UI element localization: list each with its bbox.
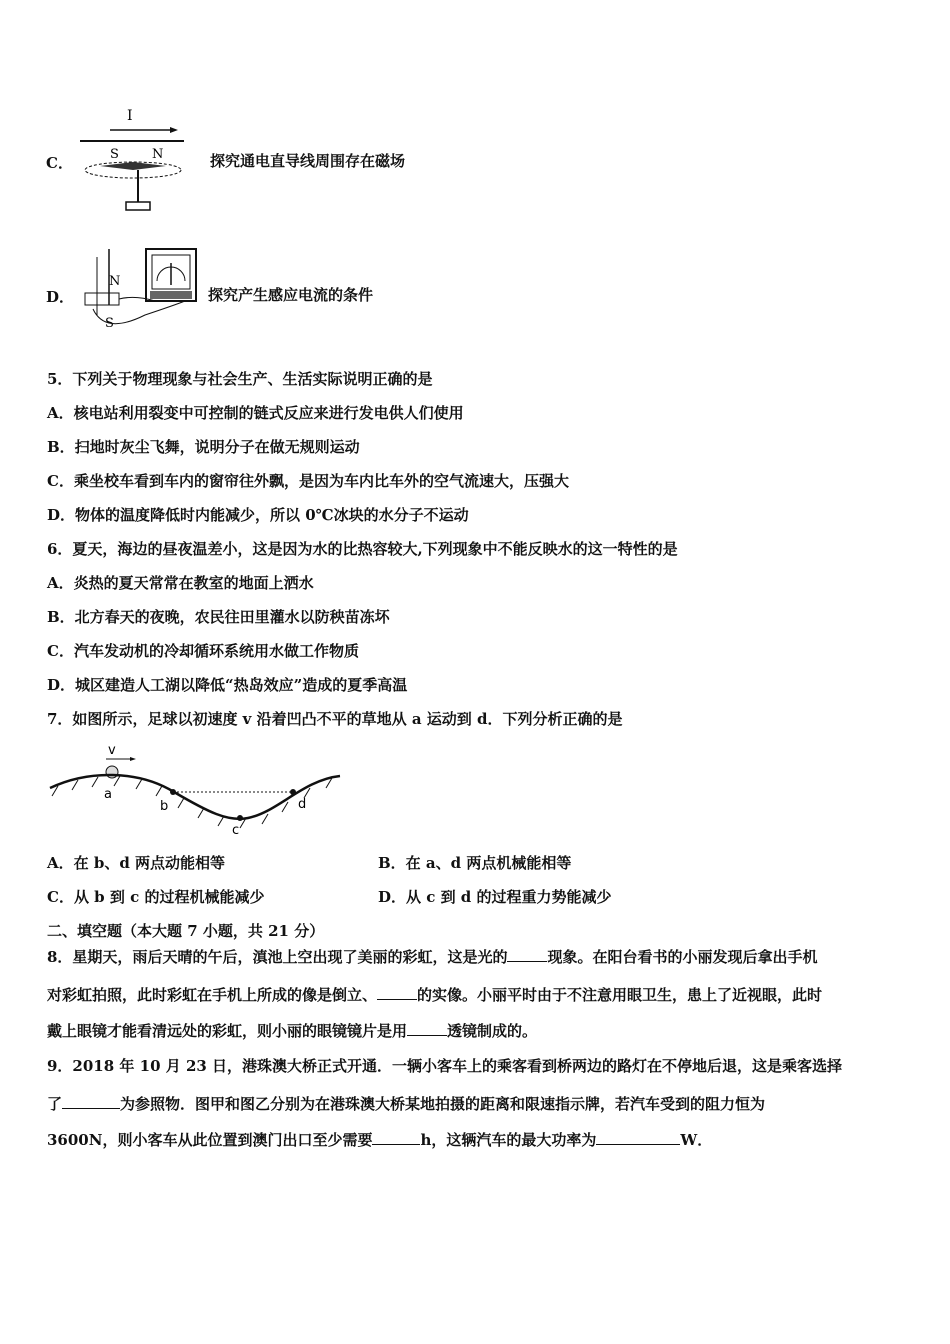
q7-stem: 7．如图所示，足球以初速度 v 沿着凹凸不平的草地从 a 运动到 d．下列分析正确的是 — [47, 710, 623, 728]
q6-option-c: C．汽车发动机的冷却循环系统用水做工作物质 — [47, 642, 359, 660]
q7-option-a: A．在 b、d 两点动能相等 — [47, 854, 226, 872]
option-c-label: C． — [46, 154, 73, 172]
q8-text-2a: 对彩虹拍照，此时彩虹在手机上所成的像是倒立、 — [47, 986, 378, 1004]
q9-blank-1[interactable] — [62, 1094, 120, 1109]
q5-option-d: D．物体的温度降低时内能减少，所以 0℃冰块的水分子不运动 — [47, 506, 469, 524]
compass-n-label: N — [152, 147, 164, 162]
q5-option-c: C．乘坐校车看到车内的窗帘往外飘，是因为车内比车外的空气流速大，压强大 — [47, 472, 569, 490]
q8-text-1a: 8．星期天，雨后天晴的午后，滇池上空出现了美丽的彩虹，这是光的 — [47, 948, 508, 966]
q8-line-3 — [47, 1021, 537, 1041]
q8-text-2b: 的实像。小丽平时由于不注意用眼卫生，患上了近视眼，此时 — [417, 986, 823, 1004]
point-b-label: b — [160, 799, 169, 814]
option-d-text: 探究产生感应电流的条件 — [208, 286, 374, 304]
q8-line-2 — [47, 985, 822, 1005]
q9-blank-2[interactable] — [372, 1130, 420, 1145]
q9-text-2a: 了 — [47, 1095, 63, 1113]
q9-text-3b: h，这辆汽车的最大功率为 — [420, 1131, 597, 1149]
football-terrain-figure — [48, 740, 348, 840]
q9-blank-3[interactable] — [596, 1130, 680, 1145]
q9-line-2 — [47, 1094, 765, 1114]
q5-stem: 5．下列关于物理现象与社会生产、生活实际说明正确的是 — [47, 370, 433, 388]
q8-line-1 — [47, 947, 817, 967]
q9-line-3 — [47, 1130, 712, 1150]
point-c-label: c — [232, 823, 240, 838]
q6-option-b: B．北方春天的夜晚，农民往田里灌水以防秧苗冻坏 — [47, 608, 390, 626]
q9-text-3c: W． — [680, 1131, 713, 1149]
q7-option-d: D．从 c 到 d 的过程重力势能减少 — [378, 888, 612, 906]
compass-s-label: S — [110, 147, 119, 162]
q6-option-a: A．炎热的夏天常常在教室的地面上洒水 — [47, 574, 314, 592]
point-d-label: d — [298, 797, 307, 812]
q9-text-3a: 3600N，则小客车从此位置到澳门出口至少需要 — [47, 1131, 373, 1149]
q8-blank-2[interactable] — [377, 985, 417, 1000]
q6-stem: 6．夏天，海边的昼夜温差小，这是因为水的比热容较大,下列现象中不能反映水的这一特性的是 — [47, 540, 678, 558]
q8-text-3a: 戴上眼镜才能看清远处的彩虹，则小丽的眼镜镜片是用 — [47, 1022, 408, 1040]
q9-text-2b: 为参照物．图甲和图乙分别为在港珠澳大桥某地拍摄的距离和限速指示牌，若汽车受到的阻力恒为 — [120, 1095, 766, 1113]
magnet-n-label: N — [109, 274, 121, 289]
q7-option-b: B．在 a、d 两点机械能相等 — [378, 854, 572, 872]
q8-blank-1[interactable] — [507, 947, 547, 962]
magnet-s-label: S — [105, 316, 114, 331]
option-c-text: 探究通电直导线周围存在磁场 — [210, 152, 406, 170]
q7-option-c: C．从 b 到 c 的过程机械能减少 — [47, 888, 265, 906]
option-d-label: D． — [46, 288, 75, 306]
q5-option-a: A．核电站利用裂变中可控制的链式反应来进行发电供人们使用 — [47, 404, 464, 422]
section-2-title: 二、填空题（本大题 7 小题，共 21 分） — [47, 922, 325, 940]
induction-figure — [75, 245, 205, 340]
current-label: I — [127, 108, 133, 124]
straight-wire-compass-figure — [70, 100, 190, 215]
point-a-label: a — [104, 787, 112, 802]
q9-line-1: 9．2018 年 10 月 23 日，港珠澳大桥正式开通．一辆小客车上的乘客看到桥两边的路灯在不停地后退，这是乘客选择 — [47, 1057, 843, 1075]
velocity-label: v — [108, 743, 116, 758]
q8-blank-3[interactable] — [407, 1021, 447, 1036]
q8-text-1b: 现象。在阳台看书的小丽发现后拿出手机 — [547, 948, 818, 966]
q6-option-d: D．城区建造人工湖以降低“热岛效应”造成的夏季高温 — [47, 676, 408, 694]
q5-option-b: B．扫地时灰尘飞舞，说明分子在做无规则运动 — [47, 438, 360, 456]
q8-text-3b: 透镜制成的。 — [447, 1022, 538, 1040]
